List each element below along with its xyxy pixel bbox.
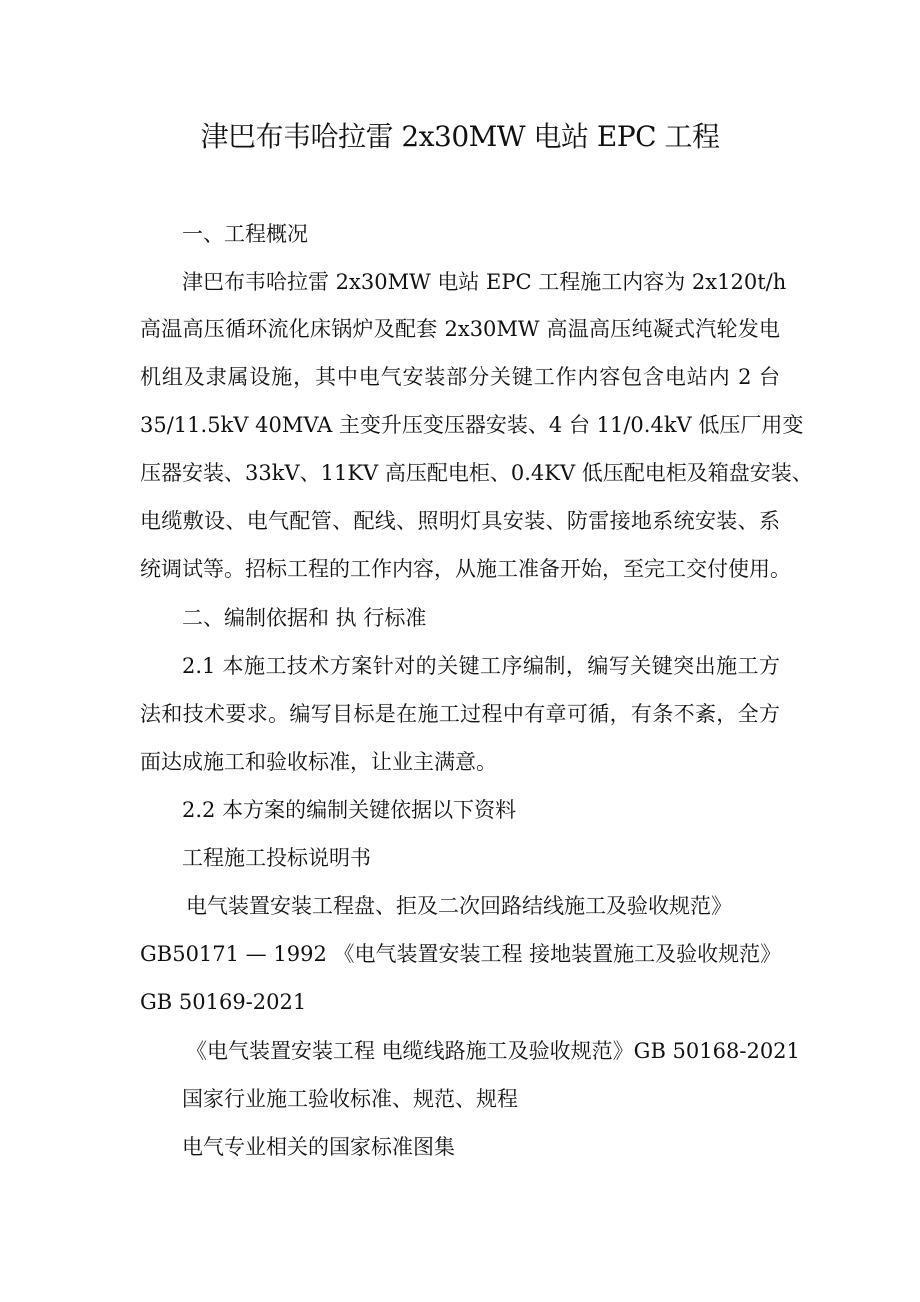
overview-line-7: 统调试等。招标工程的工作内容，从施工准备开始，至完工交付使用。: [140, 557, 791, 581]
reference-item-2: 电气装置安装工程盘、拒及二次回路结线施工及验收规范》: [186, 894, 732, 918]
overview-line-1: 津巴布韦哈拉雷 2x30MW 电站 EPC 工程施工内容为 2x120t/h: [182, 270, 787, 294]
overview-line-5: 压器安装、33kV、11KV 高压配电柜、0.4KV 低压配电柜及箱盘安装、: [140, 461, 813, 485]
document-title: 津巴布韦哈拉雷 2x30MW 电站 EPC 工程: [200, 120, 720, 153]
section-heading-basis: 二、编制依据和 执 行标准: [182, 606, 427, 630]
reference-item-4: GB 50169-2021: [140, 990, 307, 1014]
reference-item-6: 国家行业施工验收标准、规范、规程: [182, 1087, 518, 1111]
overview-line-3: 机组及隶属设施，其中电气安装部分关键工作内容包含电站内 2 台: [140, 365, 780, 389]
paragraph-2-2: 2.2 本方案的编制关键依据以下资料: [182, 798, 517, 822]
paragraph-2-1-line-1: 2.1 本施工技术方案针对的关键工序编制，编写关键突出施工方: [182, 654, 780, 678]
section-heading-overview: 一、工程概况: [182, 222, 308, 246]
reference-item-7: 电气专业相关的国家标准图集: [182, 1135, 455, 1159]
reference-item-3: GB50171 — 1992 《电气装置安装工程 接地装置施工及验收规范》: [140, 942, 782, 966]
reference-item-1: 工程施工投标说明书: [182, 846, 371, 870]
paragraph-2-1-line-3: 面达成施工和验收标准，让业主满意。: [140, 750, 497, 774]
paragraph-2-1-line-2: 法和技术要求。编写目标是在施工过程中有章可循，有条不紊，全方: [140, 702, 780, 726]
reference-item-5: 《电气装置安装工程 电缆线路施工及验收规范》GB 50168-2021: [186, 1039, 800, 1063]
overview-line-4: 35/11.5kV 40MVA 主变升压变压器安装、4 台 11/0.4kV 低压厂用变: [140, 413, 804, 437]
overview-line-6: 电缆敷设、电气配管、配线、照明灯具安装、防雷接地系统安装、系: [140, 509, 780, 533]
overview-line-2: 高温高压循环流化床锅炉及配套 2x30MW 高温高压纯凝式汽轮发电: [140, 317, 780, 341]
